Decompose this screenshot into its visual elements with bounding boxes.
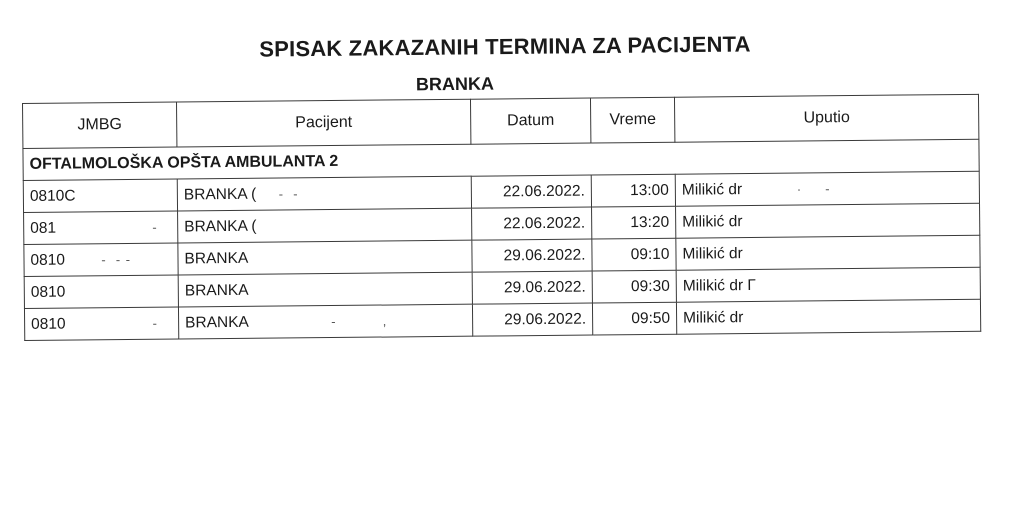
appointments-table-container [22,94,980,341]
cell-referrer: Milikić dr [676,299,980,334]
section-title: OFTALMOLOŠKA OPŠTA AMBULANTA 2 [23,139,979,180]
redaction-mark: - [60,219,158,236]
redaction-mark: - [69,315,159,332]
cell-referrer: Milikić dr [676,203,980,238]
jmbg-value: 0810 [31,315,66,333]
cell-date: 29.06.2022. [472,239,592,272]
cell-referrer: Milikić dr Γ [676,267,980,302]
referrer-name: Milikić dr [681,180,743,199]
cell-date: 22.06.2022. [471,175,591,208]
jmbg-value: 0810 [30,251,66,269]
jmbg-value: 081 [30,219,57,237]
cell-jmbg [24,307,178,340]
cell-patient: BRANKA [178,240,472,275]
cell-date: 29.06.2022. [472,271,592,304]
cell-time: 09:30 [592,270,676,303]
redaction-mark: - , [252,313,388,330]
patient-name: BRANKA [185,313,249,331]
cell-referrer [675,171,979,206]
redaction-mark: - - - [68,251,132,268]
header-time: Vreme [590,97,674,143]
document-title: SPISAK ZAKAZANIH TERMINA ZA PACIJENTA [259,31,751,62]
header-jmbg: JMBG [23,102,177,148]
cell-date: 22.06.2022. [472,207,592,240]
cell-jmbg: 0810С [23,179,177,212]
cell-time: 09:10 [592,238,676,271]
cell-date: 29.06.2022. [472,303,592,336]
redaction-mark: - - [260,186,299,202]
table-body [23,139,981,340]
redaction-mark: · - [746,181,831,197]
cell-time: 09:50 [592,302,676,335]
cell-time: 13:20 [592,206,676,239]
header-referrer: Uputio [674,94,978,142]
patient-name-subtitle: BRANKA [415,73,495,95]
cell-jmbg: 0810 [24,275,178,308]
cell-jmbg [24,211,178,244]
cell-jmbg [24,243,178,276]
patient-name: BRANKA ( [183,185,257,203]
cell-time: 13:00 [591,174,675,207]
appointments-table [22,94,981,341]
cell-referrer: Milikić dr [676,235,980,270]
cell-patient: BRANKA [178,272,472,307]
cell-patient: BRANKA ( [178,208,472,243]
header-patient: Pacijent [176,99,470,147]
cell-patient [177,176,471,211]
cell-patient [178,304,472,339]
header-date: Datum [470,98,590,144]
